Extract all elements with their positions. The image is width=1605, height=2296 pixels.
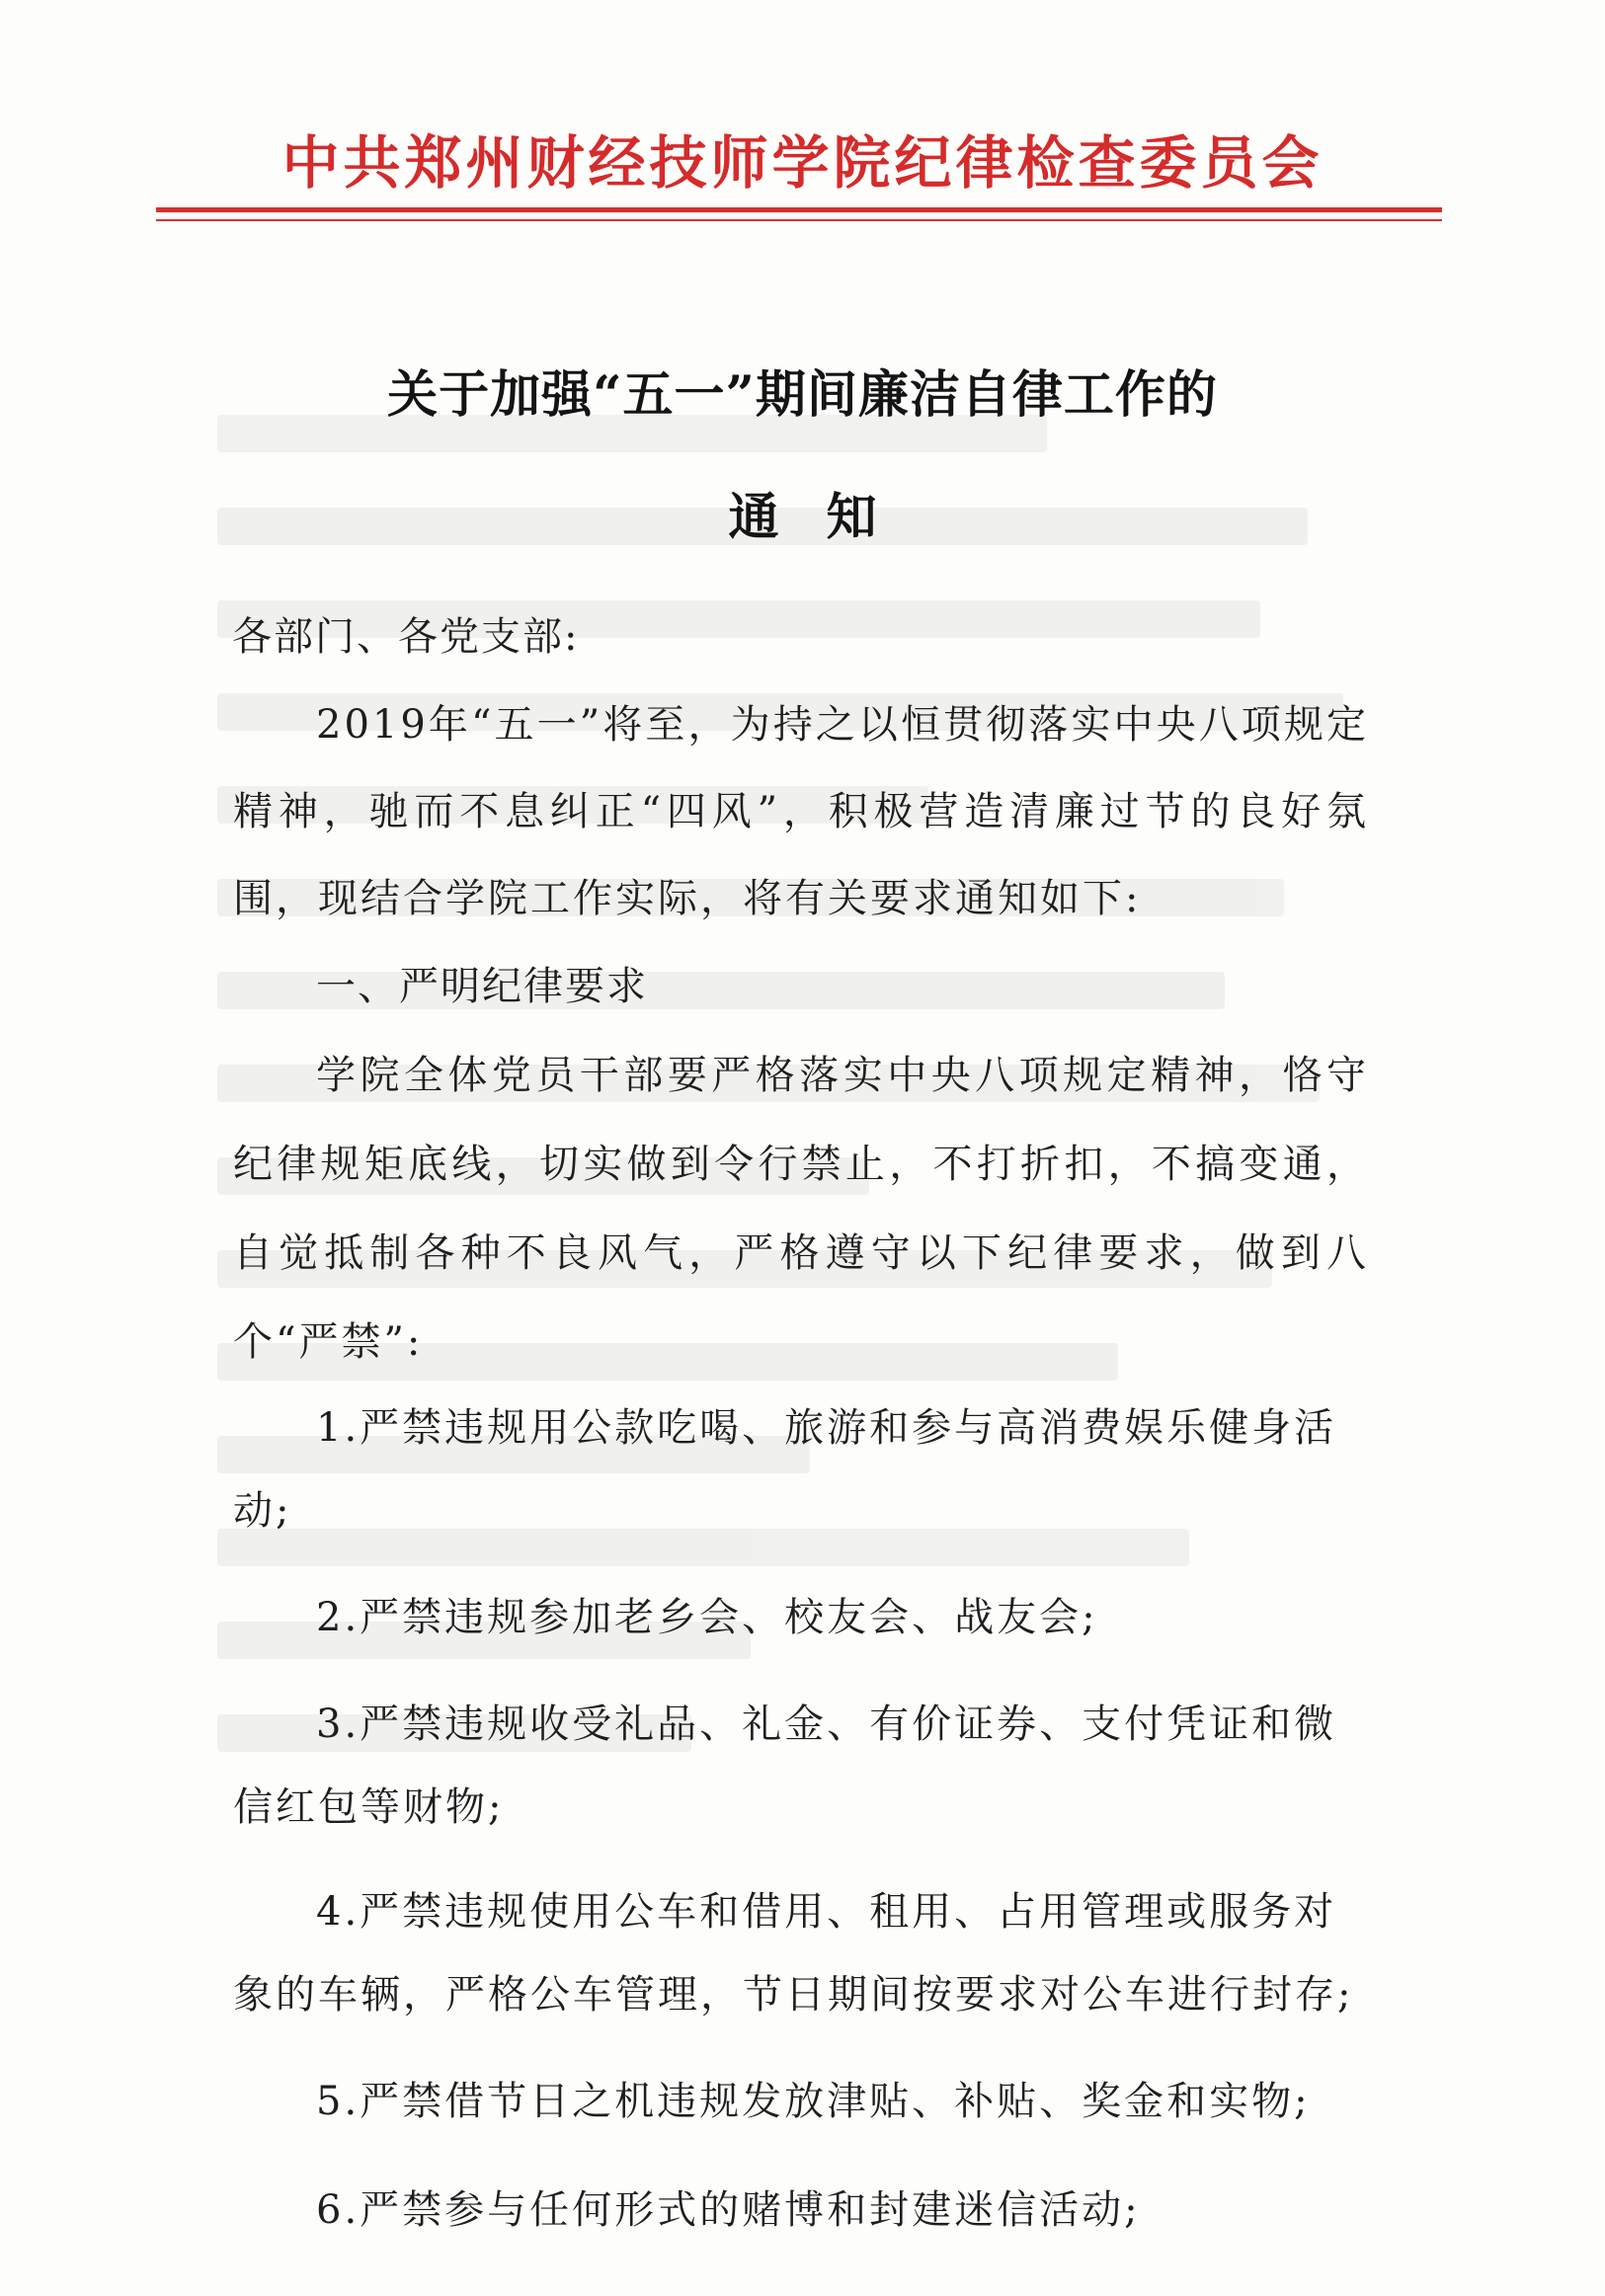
list-item: 5.严禁借节日之机违规发放津贴、补贴、奖金和实物; <box>316 2079 1311 2124</box>
list-item: 2.严禁违规参加老乡会、校友会、战友会; <box>316 1595 1098 1640</box>
document-body <box>233 593 1369 2275</box>
issuer-header: 中共郑州财经技师学院纪律检查委员会 <box>281 129 1324 197</box>
list-item: 6.严禁参与任何形式的赌博和封建迷信活动; <box>316 2187 1141 2233</box>
list-item: 3.严禁违规收受礼品、礼金、有价证券、支付凭证和微信红包等财物; <box>233 1702 1337 1830</box>
section-heading: 一、严明纪律要求 <box>316 964 648 1009</box>
document-title-line2: 通知 <box>728 488 924 547</box>
header-rule-thick <box>156 207 1442 212</box>
section-paragraph: 学院全体党员干部要严格落实中央八项规定精神，恪守纪律规矩底线，切实做到令行禁止，不打折扣，不搞变通，自觉抵制各种不良风气，严格遵守以下纪律要求，做到八个“严禁”: <box>233 1053 1369 1365</box>
salutation: 各部门、各党支部: <box>232 614 580 660</box>
list-item: 1.严禁违规用公款吃喝、旅游和参与高消费娱乐健身活动; <box>233 1405 1337 1534</box>
intro-paragraph: 2019年“五一”将至，为持之以恒贯彻落实中央八项规定精神，驰而不息纠正“四风”，积极营造清廉过节的良好氛围，现结合学院工作实际，将有关要求通知如下: <box>233 702 1369 921</box>
header-rule-thin <box>156 219 1442 221</box>
list-item: 4.严禁违规使用公车和借用、租用、占用管理或服务对象的车辆，严格公车管理，节日期间按要求对公车进行封存; <box>233 1889 1354 2018</box>
prohibition-list <box>233 1386 1369 2254</box>
document-title-line1: 关于加强“五一”期间廉洁自律工作的 <box>387 365 1218 425</box>
